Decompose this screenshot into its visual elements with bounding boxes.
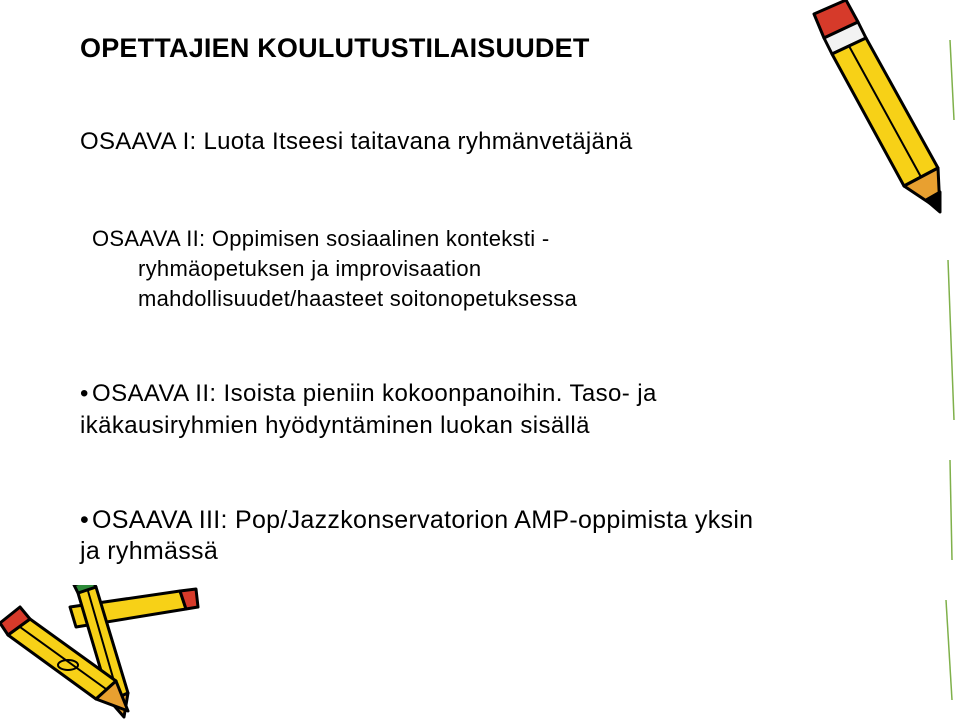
list-item: [92, 224, 577, 314]
item-line: [80, 505, 753, 536]
list-item: [80, 128, 633, 156]
slide-title: OPETTAJIEN KOULUTUSTILAISUUDET: [80, 33, 590, 63]
item-line: mahdollisuudet/haasteet soitonopetuksessa: [138, 286, 578, 311]
item-line-text: OSAAVA II: Isoista pieniin kokoonpanoihin. Taso- ja: [92, 380, 657, 407]
bullet: •: [80, 380, 89, 407]
item-line: ja ryhmässä: [80, 537, 219, 565]
item-line: OSAAVA I: Luota Itseesi taitavana ryhmänvetäjänä: [80, 128, 633, 155]
item-line: ikäkausiryhmien hyödyntäminen luokan sisällä: [80, 412, 590, 439]
list-item: [80, 378, 657, 442]
pencil-icon: [800, 0, 960, 720]
item-line-text: OSAAVA III: Pop/Jazzkonservatorion AMP-oppimista yksin: [92, 506, 754, 534]
pencils-icon: [0, 585, 200, 720]
item-line: ryhmäopetuksen ja improvisaation: [138, 256, 482, 281]
bullet: •: [80, 506, 90, 534]
item-line: [80, 378, 657, 410]
list-item: [80, 505, 753, 567]
item-line: OSAAVA II: Oppimisen sosiaalinen konteksti -: [92, 226, 550, 251]
